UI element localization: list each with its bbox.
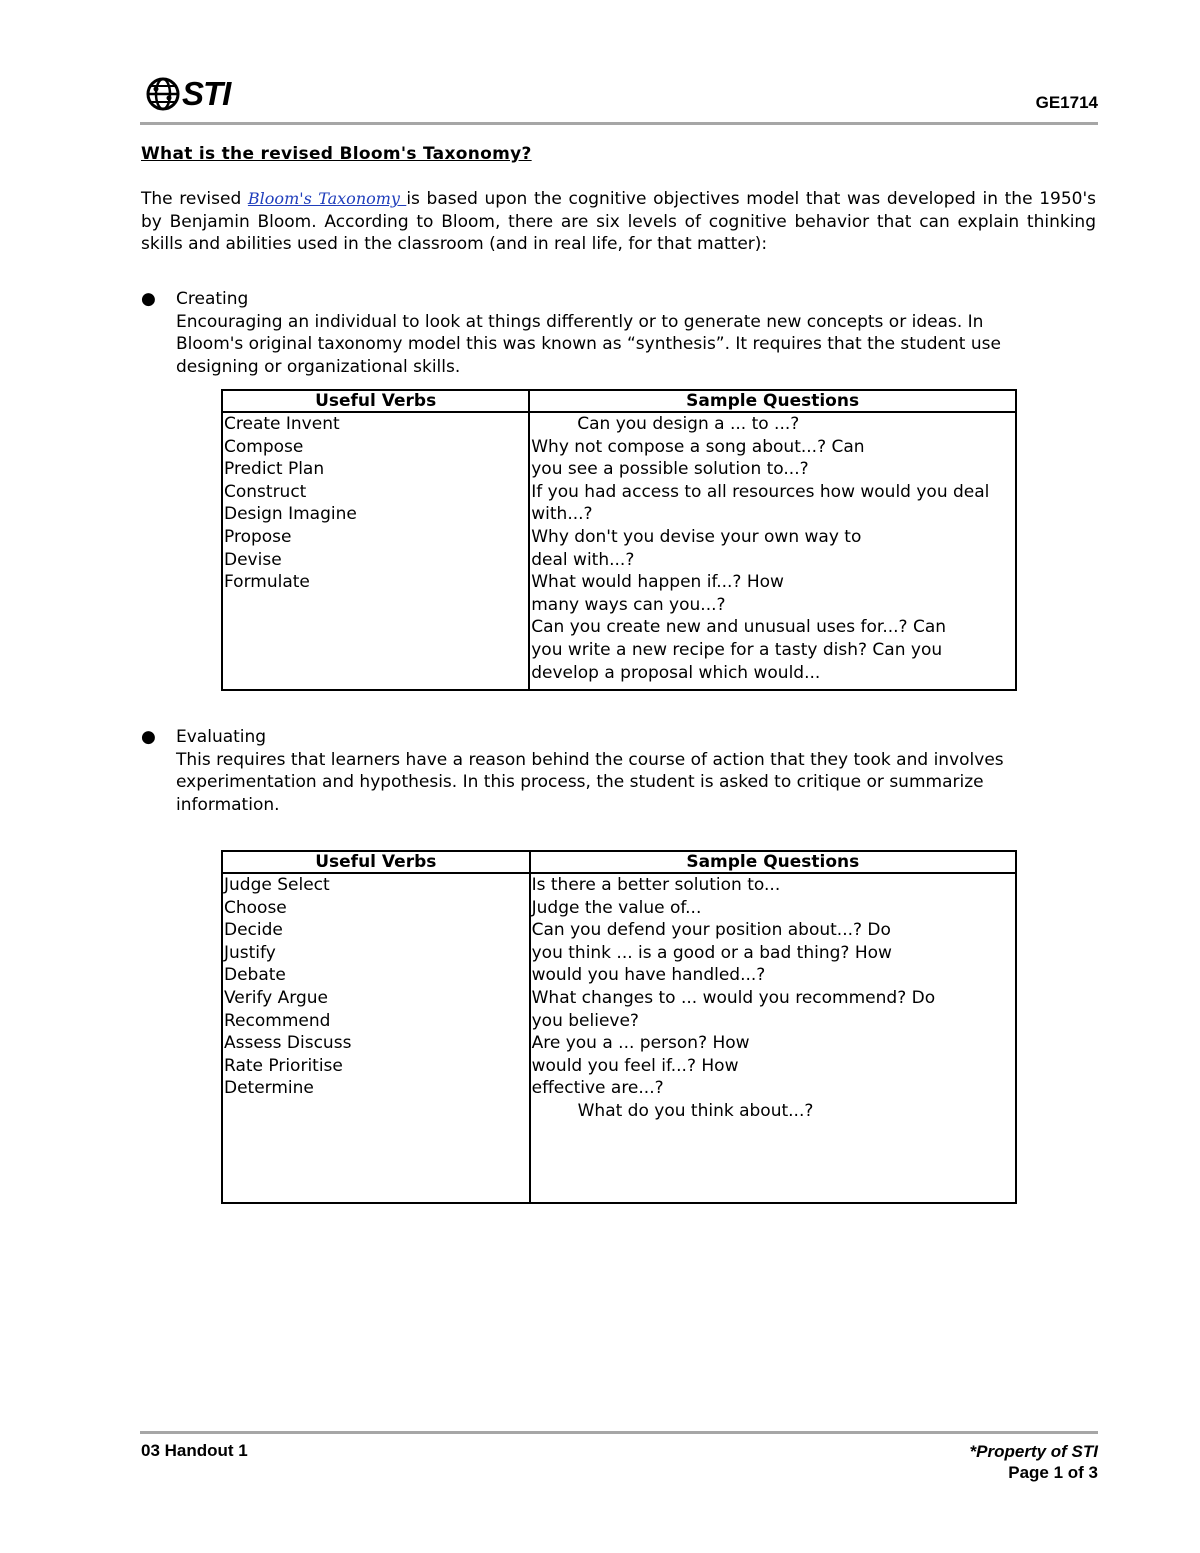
question-line: you believe? (531, 1010, 639, 1031)
page-number: Page 1 of 3 (1008, 1463, 1098, 1482)
table-header-questions: Sample Questions (530, 851, 1016, 873)
verb-item: Devise (224, 549, 282, 570)
question-line: Why not compose a song about...? Can (531, 436, 865, 457)
question-line: Can you design a ... to ...? (577, 414, 800, 434)
verb-item: Debate (224, 965, 286, 986)
table-header-verbs: Useful Verbs (222, 851, 530, 873)
question-line: with...? (531, 504, 593, 525)
verb-item: Justify (224, 942, 276, 963)
intro-text-after: is based upon the cognitive objectives model that was developed in the 1950's by Benjamin Bloom. According to Bloom, there are six levels of cognitive behavior that can explain thinking skills and abilities used in the classroom (and in real life, for that matter): (141, 189, 1097, 254)
questions-cell (529, 412, 1016, 690)
evaluating-verbs-table (221, 850, 1017, 1204)
question-line: deal with...? (531, 549, 635, 570)
intro-paragraph (141, 188, 1096, 256)
verb-item: Predict Plan (224, 459, 325, 480)
verb-item: Judge Select (224, 875, 330, 895)
creating-verbs-table (221, 389, 1017, 691)
footer-right (970, 1441, 1098, 1483)
verb-item: Design Imagine (224, 504, 357, 525)
section-description: Encouraging an individual to look at things differently or to generate new concepts or ideas. In Bloom's original taxonomy model this was known as “synthesis”. It requires that the student use designing or organizational skills. (176, 311, 1001, 377)
question-line: Can you defend your position about...? Do (531, 920, 891, 941)
verb-item: Determine (224, 1078, 314, 1099)
verbs-cell (222, 873, 530, 1203)
document-code: GE1714 (1035, 93, 1098, 112)
question-line: What would happen if...? How (531, 572, 784, 593)
handout-label: 03 Handout 1 (141, 1441, 248, 1460)
question-line: What changes to ... would you recommend? Do (531, 987, 936, 1008)
question-line: would you have handled...? (531, 965, 766, 986)
verb-item: Construct (224, 481, 307, 502)
bullet-icon: ● (141, 289, 156, 309)
question-line: develop a proposal which would... (531, 662, 821, 683)
table-header-questions: Sample Questions (529, 390, 1016, 412)
globe-icon (146, 77, 180, 111)
question-line: would you feel if...? How (531, 1055, 739, 1076)
blooms-taxonomy-link[interactable]: Bloom's Taxonomy (247, 189, 407, 208)
header-divider (140, 122, 1098, 125)
bullet-icon: ● (141, 727, 156, 747)
question-line: Are you a ... person? How (531, 1033, 750, 1054)
footer-divider (140, 1431, 1098, 1434)
question-line: you see a possible solution to...? (531, 459, 809, 480)
question-line: If you had access to all resources how would you deal (531, 481, 990, 502)
section-heading: Evaluating (176, 727, 267, 747)
property-notice: *Property of STI (969, 1442, 1098, 1461)
verb-item: Recommend (224, 1010, 331, 1031)
verb-item: Create Invent (224, 414, 340, 434)
verb-item: Decide (224, 920, 283, 941)
verbs-cell (222, 412, 529, 690)
question-line: Can you create new and unusual uses for...? Can (531, 617, 947, 638)
verb-item: Verify Argue (224, 987, 328, 1008)
sti-logo (146, 76, 230, 112)
verb-item: Formulate (224, 572, 310, 593)
verb-item: Propose (224, 526, 292, 547)
section-description: This requires that learners have a reason behind the course of action that they took and involves experimentation and hypothesis. In this process, the student is asked to critique or summarize information. (176, 749, 1004, 815)
question-line: Judge the value of... (531, 897, 702, 918)
page-title: What is the revised Bloom's Taxonomy? (141, 144, 532, 164)
verb-item: Choose (224, 897, 287, 918)
questions-cell (530, 873, 1016, 1203)
question-line: Why don't you devise your own way to (531, 526, 862, 547)
section-heading: Creating (176, 289, 249, 309)
question-line: many ways can you...? (531, 594, 726, 615)
table-header-verbs: Useful Verbs (222, 390, 529, 412)
logo-text: STI (182, 75, 231, 112)
question-line: What do you think about...? (577, 1100, 814, 1121)
verb-item: Rate Prioritise (224, 1055, 343, 1076)
verb-item: Compose (224, 436, 304, 457)
question-line: effective are...? (531, 1078, 664, 1099)
verb-item: Assess Discuss (224, 1033, 352, 1054)
question-line: you think ... is a good or a bad thing? How (531, 942, 892, 963)
intro-text-before: The revised (141, 189, 248, 209)
question-line: you write a new recipe for a tasty dish? Can you (531, 639, 943, 660)
question-line: Is there a better solution to... (531, 875, 781, 895)
